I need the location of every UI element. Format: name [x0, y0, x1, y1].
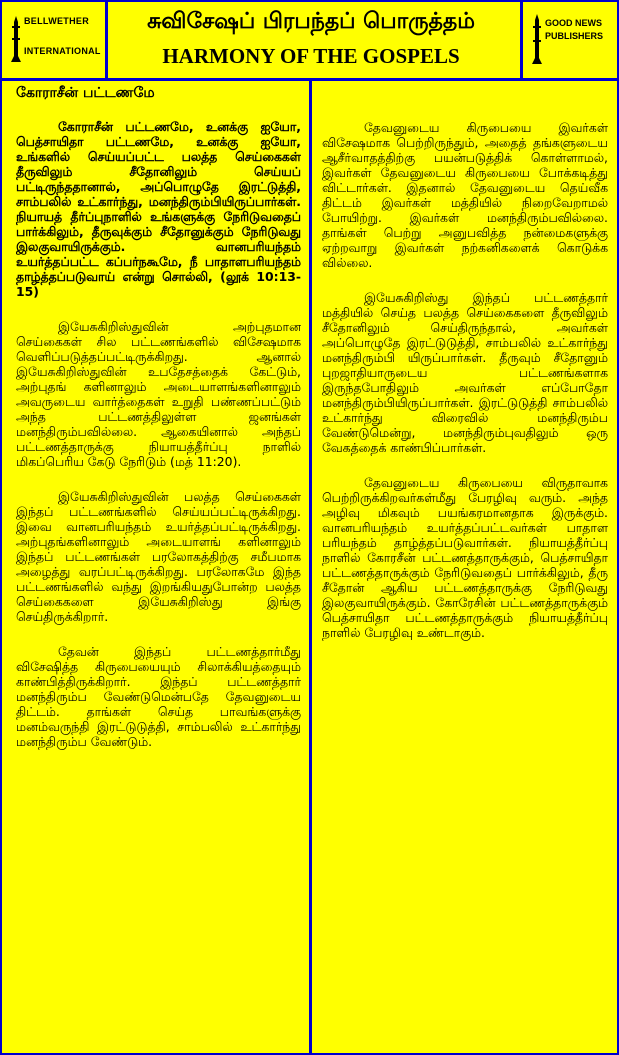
right-column — [322, 120, 608, 660]
tower-icon — [531, 14, 543, 64]
logo-line1: GOOD NEWS — [545, 18, 603, 28]
left-column — [16, 82, 301, 769]
paragraph: இயேசுகிறிஸ்துவின் அற்புதமான செய்கைகள் சில பட்டணங்களில் விசேஷமாக வெளிப்படுத்தப்பட்டிருக்கிறது. ஆனால் இயேசுகிறிஸ்துவின் உபதேசத்தைக் கேட்டும், அற்புதங் களினாலும் அடையாளங்களினாலும் அவருடைய வார்த்தைகள் உறுதி பண்ணப்பட்டும் அந்த பட்டணத்திலுள்ள ஜனங்கள் மனந்திரும்பவில்லை. ஆகையினால் அந்தப் பட்டணத்தாருக்கு நியாயத்தீர்ப்பு நாளில் மிகப்பெரிய கேடு நேரிடும் (மத் 11:20). — [16, 319, 301, 469]
page-header — [2, 2, 617, 81]
paragraph: தேவன் இந்தப் பட்டணத்தார்மீது விசேஷித்த கிருபையையும் சிலாக்கியத்தையும் காண்பித்திருக்கிறார். இந்தப் பட்டணத்தார் மனந்திரும்ப வேண்டுமென்பதே தேவனுடைய திட்டம். தாங்கள் செய்த பாவங்களுக்கு மனம்வருந்தி இரட்டுடுத்தி, சாம்பலில் உட்கார்ந்து மனந்திரும்ப வேண்டும். — [16, 644, 301, 749]
title-english: HARMONY OF THE GOSPELS — [162, 44, 460, 68]
paragraph: தேவனுடைய கிருபையை விருதாவாக பெற்றிருக்கிறவர்கள்மீது பேரழிவு வரும். அந்த அழிவு மிகவும் பயங்கரமானதாக இருக்கும். வானபரியந்தம் உயர்த்தப்பட்டவர்கள் பாதாள பரியந்தம் தாழ்த்தப்படுவார்கள். நியாயத்தீர்ப்பு நாளில் கோரசீன் பட்டணத்தாருக்கும், பெத்சாயிதா பட்டணத்தாருக்கும் நேரிடுவதைப் பார்க்கிலும், தீரு சீதோன் ஆகிய பட்டணத்தாருக்கு நேரிடுவது இலகுவாயிருக்கும். கோரேசின் பட்டணத்தாருக்கும் பெத்சாயிதா பட்டணத்தாருக்கும் நியாயத்தீர்ப்பு நாளில் பேரழிவு உண்டாகும். — [322, 475, 608, 640]
logo-line2: PUBLISHERS — [545, 31, 604, 41]
paragraph: இயேசுகிறிஸ்துவின் பலத்த செய்கைகள் இந்தப் பட்டணங்களில் செய்யப்பட்டிருக்கிறது. இவை வானபரியந்தம் உயர்த்தப்பட்டிருக்கிறது. அற்புதங்களினாலும் அடையாளங் களினாலும் இந்தப் பட்டணங்கள் பரலோகத்திற்கு சமீபமாக அழைத்து வரப்பட்டிருக்கிறது. பரலோகமே இந்த பட்டணங்களில் வந்து இறங்கியதுபோன்ற பலத்த செய்கைகளை இயேசுகிறிஸ்து இங்கு செய்திருக்கிறார். — [16, 489, 301, 624]
title-tamil: சுவிசேஷப் பிரபந்தப் பொருத்தம் — [147, 8, 475, 34]
logo-line1: BELLWETHER — [24, 16, 89, 26]
good-news-logo — [520, 2, 617, 78]
bellwether-logo — [2, 2, 108, 78]
column-divider — [309, 78, 312, 1053]
tower-icon — [10, 16, 22, 62]
section-heading: கோராசீன் பட்டணமே — [16, 85, 155, 101]
paragraph: இயேசுகிறிஸ்து இந்தப் பட்டணத்தார் மத்தியில் செய்த பலத்த செய்கைகளை தீருவிலும் சீதோனிலும் செய்திருந்தால், அவர்கள் அப்பொழுதே இரட்டுடுத்தி, சாம்பலில் உட்கார்ந்து மனந்திரும்பி யிருப்பார்கள். தீருவும் சீதோனும் புறஜாதியாருடைய பட்டணங்களாக இருந்தபோதிலும் அவர்கள் எப்போதோ மனந்திரும்பியிருப்பார்கள். இரட்டுடுத்தி சாம்பலில் உட்கார்ந்து விரைவில் மனந்திரும்ப வேண்டுமென்று, மனந்திரும்புவதிலும் ஒரு வேகத்தைக் காண்பிப்பார்கள். — [322, 290, 608, 455]
logo-line2: INTERNATIONAL — [24, 46, 101, 56]
paragraph: தேவனுடைய கிருபையை இவர்கள் விசேஷமாக பெற்றிருந்தும், அதைத் தங்களுடைய ஆசீர்வாதத்திற்கு பயன்படுத்திக் கொள்ளாமல், இவர்கள் தேவனுடைய கிருபையை போக்கடித்து விட்டார்கள். இதனால் தேவனுடைய தெய்வீக திட்டம் இவர்கள் மத்தியில் நிறைவேறாமல் போயிற்று. இவர்கள் மனந்திரும்பவில்லை. தாங்கள் பெற்று அனுபவித்த நன்மைகளுக்கு ஏற்றவாறு இவர்கள் நற்கனிகளைக் கொடுக்க வில்லை. — [322, 120, 608, 270]
scripture-verse: கோராசீன் பட்டணமே, உனக்கு ஐயோ, பெத்சாயிதா பட்டணமே, உனக்கு ஐயோ, உங்களில் செய்யப்பட்ட பலத்த செய்கைகள் தீருவிலும் சீதோனிலும் செய்யப் பட்டிருந்ததானால், அப்பொழுதே இரட்டுத்தி, சாம்பலில் உட்கார்ந்து, மனந்திரும்பியிருப்பார்கள். நியாயத் தீர்ப்புநாளில் உங்களுக்கு நேரிடுவதைப் பார்க்கிலும், தீருவுக்கும் சீதோனுக்கும் நேரிடுவது இலகுவாயிருக்கும். வானபரியந்தம் உயர்த்தப்பட்ட கப்பர்நகூமே, நீ பாதாளபரியந்தம் தாழ்த்தப்படுவாய் என்று சொல்லி, (லூக் 10:13-15) — [16, 119, 301, 299]
